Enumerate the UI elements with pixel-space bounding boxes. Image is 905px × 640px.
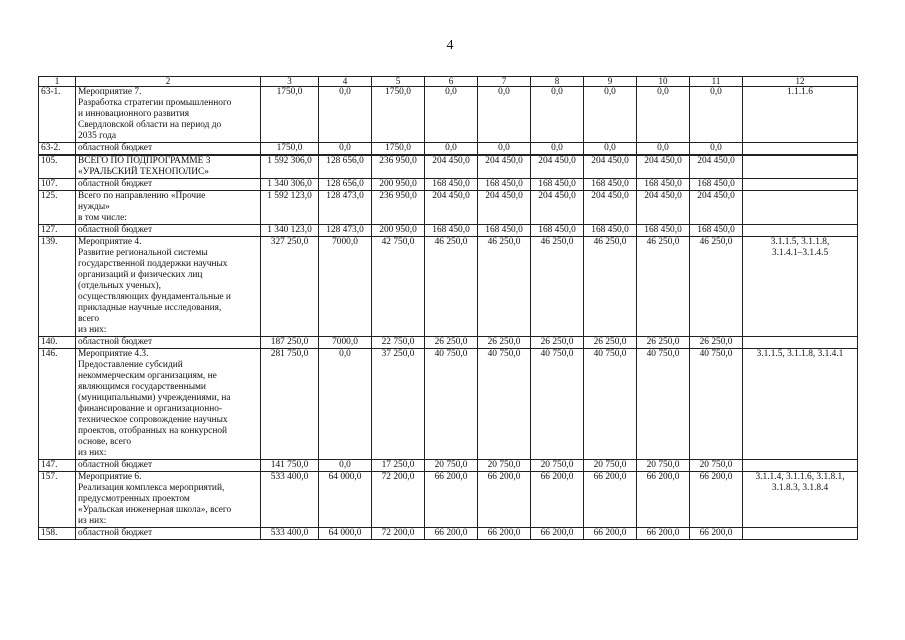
table-row xyxy=(39,472,858,528)
value-cell: 168 450,0 xyxy=(584,179,637,191)
column-header: 4 xyxy=(319,77,372,87)
value-cell: 204 450,0 xyxy=(637,155,690,179)
value-cell: 66 200,0 xyxy=(425,472,478,528)
target-code: 3.1.1.4, 3.1.1.6, 3.1.8.1, xyxy=(755,472,845,482)
row-name-line: являющимся государственными xyxy=(78,382,206,392)
column-header: 8 xyxy=(531,77,584,87)
row-name-line: в том числе: xyxy=(78,213,127,223)
row-number: 125. xyxy=(39,191,76,225)
row-number: 157. xyxy=(39,472,76,528)
row-name-line: проектов, отобранных на конкурсной xyxy=(78,426,228,436)
target-code-cell xyxy=(743,143,858,156)
value-cell: 40 750,0 xyxy=(531,349,584,460)
table-row xyxy=(39,225,858,237)
table-row xyxy=(39,87,858,143)
row-name-line: предусмотренных проектом xyxy=(78,494,190,504)
value-cell: 64 000,0 xyxy=(319,472,372,528)
value-cell: 26 250,0 xyxy=(637,337,690,349)
column-header: 5 xyxy=(372,77,425,87)
value-cell: 46 250,0 xyxy=(690,237,743,337)
row-name-line: некоммерческим организациям, не xyxy=(78,371,217,381)
value-cell: 168 450,0 xyxy=(637,179,690,191)
column-header: 6 xyxy=(425,77,478,87)
value-cell: 72 200,0 xyxy=(372,472,425,528)
row-name-line: Мероприятие 4. xyxy=(78,237,142,247)
column-header: 2 xyxy=(76,77,261,87)
table-body xyxy=(39,87,858,540)
row-name-line: 2035 года xyxy=(78,131,117,141)
value-cell: 46 250,0 xyxy=(531,237,584,337)
value-cell: 168 450,0 xyxy=(478,179,531,191)
value-cell: 0,0 xyxy=(531,143,584,156)
row-name-line: областной бюджет xyxy=(78,143,153,153)
row-name xyxy=(76,528,261,540)
value-cell: 66 200,0 xyxy=(531,472,584,528)
target-code: 3.1.1.5, 3.1.1.8, xyxy=(770,237,830,247)
table-row xyxy=(39,191,858,225)
value-cell: 0,0 xyxy=(531,87,584,143)
row-name xyxy=(76,143,261,156)
row-name-line: организаций и физических лиц xyxy=(78,270,203,280)
table-row xyxy=(39,155,858,179)
row-name xyxy=(76,349,261,460)
value-cell: 281 750,0 xyxy=(261,349,319,460)
column-header: 11 xyxy=(690,77,743,87)
value-cell: 0,0 xyxy=(319,87,372,143)
target-code-cell xyxy=(743,179,858,191)
value-cell: 0,0 xyxy=(637,87,690,143)
value-cell: 1 340 123,0 xyxy=(261,225,319,237)
value-cell: 66 200,0 xyxy=(690,472,743,528)
value-cell: 168 450,0 xyxy=(531,179,584,191)
value-cell: 1750,0 xyxy=(372,87,425,143)
row-name-line: техническое сопровождение научных xyxy=(78,415,228,425)
row-number: 140. xyxy=(39,337,76,349)
value-cell: 20 750,0 xyxy=(425,460,478,472)
row-number: 158. xyxy=(39,528,76,540)
value-cell: 204 450,0 xyxy=(425,155,478,179)
value-cell: 0,0 xyxy=(690,143,743,156)
value-cell: 66 200,0 xyxy=(690,528,743,540)
value-cell: 204 450,0 xyxy=(531,155,584,179)
value-cell: 26 250,0 xyxy=(478,337,531,349)
value-cell: 22 750,0 xyxy=(372,337,425,349)
column-header: 10 xyxy=(637,77,690,87)
value-cell: 37 250,0 xyxy=(372,349,425,460)
row-name-line: всего xyxy=(78,314,100,324)
value-cell: 7000,0 xyxy=(319,337,372,349)
column-header: 12 xyxy=(743,77,858,87)
table-row xyxy=(39,528,858,540)
row-name-line: основе, всего xyxy=(78,437,132,447)
row-name-line: нужды» xyxy=(78,202,110,212)
row-name-line: Предоставление субсидий xyxy=(78,360,183,370)
value-cell: 168 450,0 xyxy=(531,225,584,237)
value-cell: 66 200,0 xyxy=(531,528,584,540)
value-cell: 46 250,0 xyxy=(584,237,637,337)
value-cell: 1750,0 xyxy=(261,87,319,143)
row-number: 146. xyxy=(39,349,76,460)
row-name-line: Мероприятие 7. xyxy=(78,87,142,97)
table-row xyxy=(39,237,858,337)
value-cell: 141 750,0 xyxy=(261,460,319,472)
value-cell: 204 450,0 xyxy=(584,155,637,179)
row-name-line: Мероприятие 6. xyxy=(78,472,142,482)
value-cell: 1 592 306,0 xyxy=(261,155,319,179)
value-cell: 168 450,0 xyxy=(637,225,690,237)
value-cell: 40 750,0 xyxy=(637,349,690,460)
value-cell: 26 250,0 xyxy=(584,337,637,349)
value-cell: 533 400,0 xyxy=(261,528,319,540)
row-number: 127. xyxy=(39,225,76,237)
row-name-line: Мероприятие 4.3. xyxy=(78,349,149,359)
row-name-line: областной бюджет xyxy=(78,528,153,538)
column-header: 7 xyxy=(478,77,531,87)
row-name xyxy=(76,87,261,143)
value-cell: 17 250,0 xyxy=(372,460,425,472)
value-cell: 66 200,0 xyxy=(478,472,531,528)
value-cell: 236 950,0 xyxy=(372,191,425,225)
row-number: 63-2. xyxy=(39,143,76,156)
row-name-line: Реализация комплекса мероприятий, xyxy=(78,483,225,493)
value-cell: 72 200,0 xyxy=(372,528,425,540)
value-cell: 40 750,0 xyxy=(425,349,478,460)
value-cell: 0,0 xyxy=(637,143,690,156)
value-cell: 20 750,0 xyxy=(637,460,690,472)
value-cell: 0,0 xyxy=(319,349,372,460)
table-row xyxy=(39,143,858,156)
row-name xyxy=(76,460,261,472)
value-cell: 1 340 306,0 xyxy=(261,179,319,191)
value-cell: 0,0 xyxy=(478,143,531,156)
target-code-cell xyxy=(743,472,858,528)
value-cell: 0,0 xyxy=(690,87,743,143)
value-cell: 40 750,0 xyxy=(478,349,531,460)
value-cell: 20 750,0 xyxy=(584,460,637,472)
value-cell: 204 450,0 xyxy=(478,191,531,225)
target-code: 3.1.4.1–3.1.4.5 xyxy=(771,248,829,258)
column-header: 1 xyxy=(39,77,76,87)
value-cell: 66 200,0 xyxy=(584,528,637,540)
value-cell: 46 250,0 xyxy=(637,237,690,337)
row-number: 107. xyxy=(39,179,76,191)
row-number: 147. xyxy=(39,460,76,472)
value-cell: 1750,0 xyxy=(372,143,425,156)
value-cell: 0,0 xyxy=(425,143,478,156)
row-name-line: ВСЕГО ПО ПОДПРОГРАММЕ 3 xyxy=(78,156,211,166)
target-code-cell xyxy=(743,528,858,540)
row-name-line: Всего по направлению «Прочие xyxy=(78,191,206,201)
value-cell: 1750,0 xyxy=(261,143,319,156)
column-header: 9 xyxy=(584,77,637,87)
value-cell: 66 200,0 xyxy=(478,528,531,540)
value-cell: 168 450,0 xyxy=(690,225,743,237)
row-name-line: из них: xyxy=(78,448,107,458)
value-cell: 40 750,0 xyxy=(584,349,637,460)
value-cell: 66 200,0 xyxy=(584,472,637,528)
value-cell: 66 200,0 xyxy=(637,472,690,528)
target-code-cell xyxy=(743,87,858,143)
table-row xyxy=(39,349,858,460)
value-cell: 0,0 xyxy=(584,143,637,156)
value-cell: 533 400,0 xyxy=(261,472,319,528)
row-name-line: областной бюджет xyxy=(78,337,153,347)
row-name xyxy=(76,155,261,179)
row-name-line: (муниципальными) учреждениями, на xyxy=(78,393,231,403)
value-cell: 26 250,0 xyxy=(425,337,478,349)
value-cell: 20 750,0 xyxy=(690,460,743,472)
value-cell: 0,0 xyxy=(425,87,478,143)
value-cell: 20 750,0 xyxy=(478,460,531,472)
value-cell: 168 450,0 xyxy=(478,225,531,237)
row-number: 105. xyxy=(39,155,76,179)
value-cell: 128 656,0 xyxy=(319,179,372,191)
value-cell: 200 950,0 xyxy=(372,179,425,191)
row-name xyxy=(76,179,261,191)
value-cell: 46 250,0 xyxy=(478,237,531,337)
value-cell: 204 450,0 xyxy=(531,191,584,225)
table-row xyxy=(39,179,858,191)
row-number: 139. xyxy=(39,237,76,337)
value-cell: 40 750,0 xyxy=(690,349,743,460)
value-cell: 168 450,0 xyxy=(690,179,743,191)
row-name-line: государственной поддержки научных xyxy=(78,259,228,269)
page-number: 4 xyxy=(446,38,454,53)
value-cell: 26 250,0 xyxy=(690,337,743,349)
value-cell: 200 950,0 xyxy=(372,225,425,237)
value-cell: 66 200,0 xyxy=(637,528,690,540)
value-cell: 204 450,0 xyxy=(425,191,478,225)
value-cell: 204 450,0 xyxy=(478,155,531,179)
target-code: 3.1.8.3, 3.1.8.4 xyxy=(771,483,829,493)
value-cell: 236 950,0 xyxy=(372,155,425,179)
value-cell: 128 473,0 xyxy=(319,225,372,237)
row-name xyxy=(76,225,261,237)
row-name-line: финансирование и организационно- xyxy=(78,404,223,414)
value-cell: 168 450,0 xyxy=(425,179,478,191)
row-name-line: из них: xyxy=(78,325,107,335)
target-code-cell xyxy=(743,460,858,472)
row-name xyxy=(76,472,261,528)
value-cell: 0,0 xyxy=(319,143,372,156)
value-cell: 20 750,0 xyxy=(531,460,584,472)
value-cell: 26 250,0 xyxy=(531,337,584,349)
row-name-line: областной бюджет xyxy=(78,225,153,235)
target-code-cell xyxy=(743,191,858,225)
value-cell: 204 450,0 xyxy=(690,155,743,179)
value-cell: 0,0 xyxy=(478,87,531,143)
row-name-line: из них: xyxy=(78,516,107,526)
row-name-line: «УРАЛЬСКИЙ ТЕХНОПОЛИС» xyxy=(78,167,209,177)
row-name-line: Свердловской области на период до xyxy=(78,120,222,130)
table-header-row xyxy=(39,77,858,87)
row-name xyxy=(76,237,261,337)
row-name-line: прикладные научные исследования, xyxy=(78,303,222,313)
row-name-line: Развитие региональной системы xyxy=(78,248,208,258)
row-name-line: и инновационного развития xyxy=(78,109,190,119)
value-cell: 7000,0 xyxy=(319,237,372,337)
target-code-cell xyxy=(743,155,858,179)
value-cell: 204 450,0 xyxy=(584,191,637,225)
column-header: 3 xyxy=(261,77,319,87)
target-code-cell xyxy=(743,237,858,337)
target-code-cell xyxy=(743,349,858,460)
target-code-cell xyxy=(743,225,858,237)
target-code: 3.1.1.5, 3.1.1.8, 3.1.4.1 xyxy=(756,349,844,359)
value-cell: 0,0 xyxy=(319,460,372,472)
value-cell: 0,0 xyxy=(584,87,637,143)
value-cell: 64 000,0 xyxy=(319,528,372,540)
row-name-line: областной бюджет xyxy=(78,460,153,470)
value-cell: 204 450,0 xyxy=(690,191,743,225)
value-cell: 42 750,0 xyxy=(372,237,425,337)
row-name xyxy=(76,337,261,349)
row-name-line: областной бюджет xyxy=(78,179,153,189)
table-row xyxy=(39,337,858,349)
value-cell: 46 250,0 xyxy=(425,237,478,337)
row-name-line: Разработка стратегии промышленного xyxy=(78,98,232,108)
value-cell: 168 450,0 xyxy=(425,225,478,237)
budget-table xyxy=(38,76,858,540)
row-name-line: (отдельных ученых), xyxy=(78,281,161,291)
value-cell: 168 450,0 xyxy=(584,225,637,237)
value-cell: 187 250,0 xyxy=(261,337,319,349)
row-name-line: осуществляющих фундаментальные и xyxy=(78,292,231,302)
value-cell: 128 656,0 xyxy=(319,155,372,179)
value-cell: 128 473,0 xyxy=(319,191,372,225)
value-cell: 327 250,0 xyxy=(261,237,319,337)
target-code: 1.1.1.6 xyxy=(787,87,813,97)
target-code-cell xyxy=(743,337,858,349)
row-number: 63-1. xyxy=(39,87,76,143)
row-name xyxy=(76,191,261,225)
value-cell: 66 200,0 xyxy=(425,528,478,540)
value-cell: 1 592 123,0 xyxy=(261,191,319,225)
row-name-line: «Уральская инженерная школа», всего xyxy=(78,505,232,515)
table-row xyxy=(39,460,858,472)
value-cell: 204 450,0 xyxy=(637,191,690,225)
